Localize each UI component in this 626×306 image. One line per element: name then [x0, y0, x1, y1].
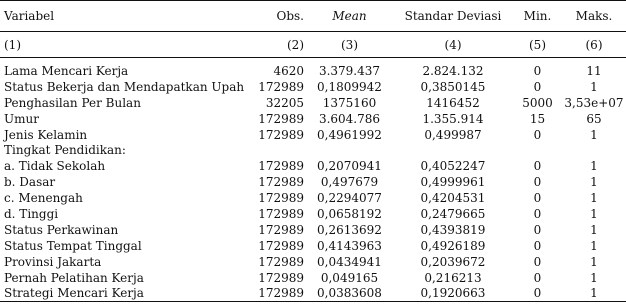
cell-min: 15: [529, 111, 546, 126]
cell-obs: 172989: [258, 111, 304, 126]
table-body: [0, 58, 626, 302]
cell-mean: 0,049165: [320, 270, 379, 285]
cell-mean: 0,0658192: [317, 206, 382, 221]
cell-variable: b. Dasar: [4, 175, 56, 190]
cell-max: 1: [590, 175, 598, 190]
cell-std-dev: 0,3850145: [420, 79, 486, 94]
cell-min: [513, 142, 562, 158]
header-mean: Mean: [306, 1, 393, 32]
cell-max: 1: [590, 222, 598, 237]
cell-std-dev: 0,4204531: [420, 191, 486, 206]
table-row: [0, 270, 626, 286]
cell-max: [562, 142, 626, 158]
cell-variable: Penghasilan Per Bulan: [4, 95, 141, 110]
table-row: [0, 238, 626, 254]
cell-min: 0: [533, 159, 542, 174]
cell-max: 1: [590, 238, 598, 253]
cell-max: 1: [562, 285, 626, 301]
cell-variable: Provinsi Jakarta: [4, 254, 102, 269]
cell-std-dev: 0,2039672: [420, 254, 486, 269]
cell-variable: c. Menengah: [4, 191, 83, 206]
cell-mean: 3.604.786: [318, 111, 381, 126]
cell-max: 65: [586, 111, 602, 126]
cell-obs: 172989: [258, 159, 304, 174]
cell-std-dev: 1.355.914: [422, 111, 484, 126]
cell-variable: Lama Mencari Kerja: [4, 63, 129, 78]
table-row: [0, 222, 626, 238]
cell-mean: [306, 142, 393, 158]
header-standar-deviasi: Standar Deviasi: [393, 1, 513, 32]
cell-std-dev: 0,1920663: [393, 285, 513, 301]
cell-min: 0: [533, 175, 542, 190]
table-row: [0, 174, 626, 190]
column-number-6: (6): [562, 32, 626, 58]
header-maks: Maks.: [562, 1, 626, 32]
table-row: [0, 111, 626, 127]
cell-obs: 172989: [258, 127, 304, 142]
cell-min: 0: [533, 254, 542, 269]
cell-mean: 0,2294077: [317, 191, 382, 206]
cell-variable: Status Tempat Tinggal: [4, 238, 142, 253]
cell-obs: 172989: [258, 191, 304, 206]
cell-std-dev: 2.824.132: [422, 63, 484, 78]
cell-mean: 0,1809942: [317, 79, 382, 94]
cell-std-dev: 0,4926189: [420, 238, 486, 253]
cell-mean: 0,4961992: [317, 127, 382, 142]
cell-min: 0: [533, 79, 542, 94]
header-obs: Obs.: [258, 1, 306, 32]
cell-obs: 172989: [258, 286, 304, 301]
cell-std-dev: 0,216213: [424, 270, 482, 285]
table-row: [0, 190, 626, 206]
cell-std-dev: 0,499987: [424, 127, 482, 142]
cell-max: 1: [590, 206, 598, 221]
cell-min: 0: [533, 127, 542, 142]
cell-obs: 172989: [258, 79, 304, 94]
cell-min: 0: [533, 63, 542, 78]
cell-max: 1: [590, 159, 598, 174]
table-row: [0, 158, 626, 174]
cell-mean: 0,2613692: [317, 222, 382, 237]
table-row: [0, 63, 626, 79]
cell-obs: 172989: [258, 222, 304, 237]
table-row: [0, 142, 626, 158]
cell-std-dev: 1416452: [426, 95, 480, 110]
column-number-1: (1): [0, 32, 258, 58]
cell-variable: Tingkat Pendidikan:: [4, 143, 126, 158]
column-number-2: (2): [258, 32, 306, 58]
cell-max: 1: [590, 254, 598, 269]
cell-min: 0: [533, 206, 542, 221]
cell-min: 0: [533, 270, 542, 285]
table-row: [0, 127, 626, 143]
cell-obs: 32205: [265, 95, 304, 110]
cell-min: 0: [533, 238, 542, 253]
cell-mean: 3.379.437: [318, 63, 381, 78]
column-number-5: (5): [513, 32, 562, 58]
header-variabel: Variabel: [0, 1, 258, 32]
header-row: [0, 1, 626, 32]
cell-obs: [258, 142, 306, 158]
cell-std-dev: [393, 142, 513, 158]
cell-max: 1: [590, 127, 598, 142]
cell-min: 0: [513, 285, 562, 301]
cell-variable: Strategi Mencari Kerja: [0, 285, 258, 301]
cell-min: 5000: [522, 95, 553, 110]
table-row: [0, 95, 626, 111]
cell-std-dev: 0,4052247: [420, 159, 486, 174]
cell-obs: 172989: [258, 206, 304, 221]
cell-variable: Jenis Kelamin: [4, 127, 88, 142]
cell-max: 1: [590, 79, 598, 94]
cell-mean: 0,2070941: [317, 159, 382, 174]
cell-max: 11: [586, 63, 602, 78]
cell-max: 3,53e+07: [564, 95, 624, 110]
cell-variable: Pernah Pelatihan Kerja: [4, 270, 144, 285]
cell-variable: Status Bekerja dan Mendapatkan Upah: [4, 79, 245, 94]
cell-mean: 0,0434941: [317, 254, 382, 269]
column-number-3: (3): [306, 32, 393, 58]
cell-variable: Umur: [4, 111, 39, 126]
cell-std-dev: 0,4393819: [420, 222, 486, 237]
cell-min: 0: [533, 191, 542, 206]
cell-variable: Status Perkawinan: [4, 222, 119, 237]
header-min: Min.: [513, 1, 562, 32]
cell-max: 1: [590, 191, 598, 206]
cell-mean: 0,0383608: [306, 285, 393, 301]
cell-mean: 0,4143963: [317, 238, 382, 253]
column-number-row: [0, 32, 626, 58]
cell-obs: 172989: [258, 254, 304, 269]
cell-mean: 1375160: [322, 95, 377, 110]
table-row: [0, 206, 626, 222]
cell-variable: d. Tinggi: [4, 206, 59, 221]
cell-mean: 0,497679: [320, 175, 379, 190]
table-row: [0, 285, 626, 301]
cell-std-dev: 0,2479665: [420, 206, 486, 221]
cell-obs: 172989: [258, 270, 304, 285]
cell-min: 0: [533, 222, 542, 237]
column-number-4: (4): [393, 32, 513, 58]
cell-max: 1: [590, 270, 598, 285]
cell-std-dev: 0,4999961: [420, 175, 486, 190]
table-row: [0, 254, 626, 270]
cell-obs: 172989: [258, 175, 304, 190]
cell-variable: a. Tidak Sekolah: [4, 159, 106, 174]
table-row: [0, 79, 626, 95]
cell-obs: 172989: [258, 238, 304, 253]
cell-obs: 4620: [273, 63, 304, 78]
